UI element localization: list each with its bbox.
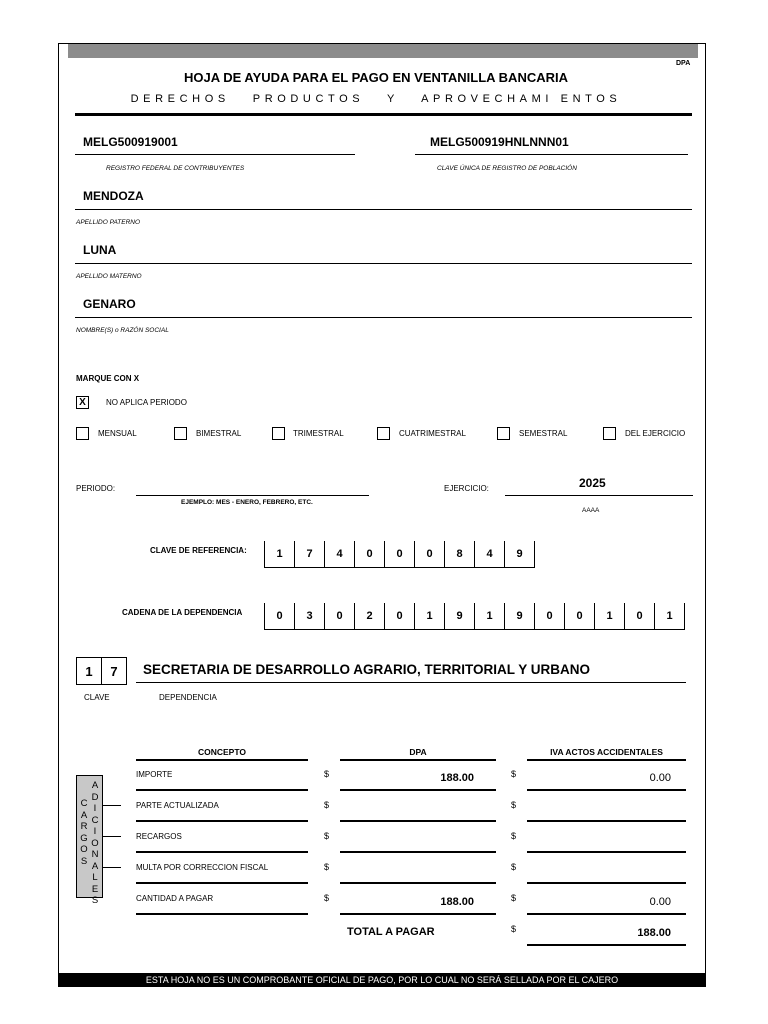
cadena-cells bbox=[264, 603, 685, 630]
nombre-line bbox=[75, 317, 692, 318]
currency-sign: $ bbox=[324, 893, 330, 903]
ejercicio-label: EJERCICIO: bbox=[444, 484, 489, 493]
row-rule bbox=[136, 882, 308, 884]
cadena-digit: 0 bbox=[384, 603, 414, 629]
periodo-line[interactable] bbox=[136, 495, 369, 496]
clave-digit: 4 bbox=[474, 541, 504, 567]
title-divider bbox=[75, 113, 692, 116]
mensual-checkbox[interactable] bbox=[76, 427, 89, 440]
cadena-digit: 0 bbox=[264, 603, 294, 629]
trimestral-label: TRIMESTRAL bbox=[293, 429, 344, 438]
clave-digit: 9 bbox=[504, 541, 534, 567]
currency-sign: $ bbox=[511, 800, 517, 810]
cuatrimestral-checkbox[interactable] bbox=[377, 427, 390, 440]
curp-line bbox=[415, 154, 688, 155]
clave-digit: 0 bbox=[414, 541, 444, 567]
cadena-digit: 1 bbox=[594, 603, 624, 629]
row-rule bbox=[136, 851, 308, 853]
row-rule bbox=[340, 789, 496, 791]
importe-dpa: 188.00 bbox=[440, 772, 474, 784]
cadena-label: CADENA DE LA DEPENDENCIA bbox=[122, 608, 243, 617]
dependencia-caption: DEPENDENCIA bbox=[159, 693, 217, 702]
cadena-digit: 0 bbox=[624, 603, 654, 629]
cadena-digit: 0 bbox=[564, 603, 594, 629]
semestral-label: SEMESTRAL bbox=[519, 429, 568, 438]
iva-header-rule bbox=[527, 759, 686, 761]
footer-notice: ESTA HOJA NO ES UN COMPROBANTE OFICIAL DE PAGO, POR LO CUAL NO SERÁ SELLADA POR EL CAJERO bbox=[58, 973, 706, 987]
clave-digit: 0 bbox=[354, 541, 384, 567]
no-aplica-label: NO APLICA PERIODO bbox=[106, 398, 187, 407]
dpa-header: DPA bbox=[409, 747, 427, 757]
apellido-paterno-label: APELLIDO PATERNO bbox=[76, 219, 141, 226]
row-rule bbox=[340, 882, 496, 884]
clave-digit: 7 bbox=[294, 541, 324, 567]
corner-tag: DPA bbox=[676, 60, 691, 67]
periodo-hint: EJEMPLO: MES - ENERO, FEBRERO, ETC. bbox=[181, 499, 313, 506]
cadena-digit: 1 bbox=[474, 603, 504, 629]
clave-caption: CLAVE bbox=[84, 693, 110, 702]
total-rule bbox=[527, 944, 686, 946]
row-label-recargos: RECARGOS bbox=[136, 832, 182, 841]
dependencia-clave-digit: 7 bbox=[101, 658, 126, 684]
currency-sign: $ bbox=[324, 800, 330, 810]
cadena-digit: 9 bbox=[504, 603, 534, 629]
dependencia-line bbox=[136, 682, 686, 683]
apellido-materno-value: LUNA bbox=[83, 243, 117, 257]
ejercicio-value: 2025 bbox=[579, 476, 606, 490]
row-label-importe: IMPORTE bbox=[136, 770, 173, 779]
cargos-vertical-text: C A R G O S bbox=[80, 798, 88, 867]
apellido-materno-label: APELLIDO MATERNO bbox=[76, 273, 142, 280]
connector bbox=[103, 836, 121, 837]
dependencia-clave-digit: 1 bbox=[85, 663, 93, 679]
row-rule bbox=[340, 851, 496, 853]
row-rule bbox=[527, 820, 686, 822]
ejercicio-hint: AAAA bbox=[582, 507, 600, 514]
marque-label: MARQUE CON X bbox=[76, 374, 140, 383]
nombre-label: NOMBRE(S) o RAZÓN SOCIAL bbox=[76, 327, 169, 334]
ejercicio-line bbox=[505, 495, 693, 496]
cantidad-dpa: 188.00 bbox=[440, 896, 474, 908]
no-aplica-checkbox[interactable]: X bbox=[76, 396, 89, 409]
cadena-digit: 9 bbox=[444, 603, 474, 629]
currency-sign: $ bbox=[511, 862, 517, 872]
cadena-digit: 1 bbox=[414, 603, 444, 629]
curp-label: CLAVE ÚNICA DE REGISTRO DE POBLACIÓN bbox=[437, 165, 577, 172]
cadena-digit: 2 bbox=[354, 603, 384, 629]
currency-sign: $ bbox=[324, 831, 330, 841]
row-rule bbox=[340, 820, 496, 822]
apellido-materno-line bbox=[75, 263, 692, 264]
clave-referencia-label: CLAVE DE REFERENCIA: bbox=[150, 546, 247, 555]
curp-value: MELG500919HNLNNN01 bbox=[430, 135, 569, 149]
nombre-value: GENARO bbox=[83, 297, 136, 311]
del-ejercicio-label: DEL EJERCICIO bbox=[625, 429, 686, 438]
row-rule bbox=[527, 789, 686, 791]
form-subtitle: DERECHOS PRODUCTOS Y APROVECHAMI ENTOS bbox=[130, 93, 622, 105]
cantidad-iva: 0.00 bbox=[649, 896, 671, 908]
row-label-cantidad: CANTIDAD A PAGAR bbox=[136, 894, 214, 903]
currency-sign: $ bbox=[324, 862, 330, 872]
trimestral-checkbox[interactable] bbox=[272, 427, 285, 440]
row-label-multa: MULTA POR CORRECCION FISCAL bbox=[136, 863, 269, 872]
connector bbox=[103, 805, 121, 806]
bimestral-checkbox[interactable] bbox=[174, 427, 187, 440]
row-label-parte-actualizada: PARTE ACTUALIZADA bbox=[136, 801, 219, 810]
connector bbox=[103, 867, 121, 868]
periodo-label: PERIODO: bbox=[76, 484, 116, 493]
row-rule bbox=[527, 913, 686, 915]
concepto-header-rule bbox=[136, 759, 308, 761]
row-rule bbox=[340, 913, 496, 915]
row-rule bbox=[527, 851, 686, 853]
dependencia-clave-box bbox=[76, 657, 127, 685]
currency-sign: $ bbox=[511, 769, 517, 779]
currency-sign: $ bbox=[511, 831, 517, 841]
mensual-label: MENSUAL bbox=[98, 429, 137, 438]
concepto-header: CONCEPTO bbox=[197, 747, 247, 757]
currency-sign: $ bbox=[324, 769, 330, 779]
bimestral-label: BIMESTRAL bbox=[196, 429, 242, 438]
currency-sign: $ bbox=[511, 893, 517, 903]
adicionales-vertical-text: A D I C I O N A L E S bbox=[91, 780, 99, 906]
iva-header: IVA ACTOS ACCIDENTALES bbox=[550, 747, 663, 757]
cadena-digit: 1 bbox=[654, 603, 684, 629]
row-rule bbox=[136, 820, 308, 822]
apellido-paterno-line bbox=[75, 209, 692, 210]
cadena-digit: 3 bbox=[294, 603, 324, 629]
cuatrimestral-label: CUATRIMESTRAL bbox=[399, 429, 466, 438]
total-value: 188.00 bbox=[637, 927, 671, 939]
form-frame bbox=[58, 43, 706, 984]
dpa-header-rule bbox=[340, 759, 496, 761]
form-title: HOJA DE AYUDA PARA EL PAGO EN VENTANILLA BANCARIA bbox=[183, 70, 568, 85]
clave-digit: 1 bbox=[264, 541, 294, 567]
row-rule bbox=[136, 913, 308, 915]
header-bar bbox=[68, 44, 698, 58]
currency-sign: $ bbox=[511, 924, 517, 934]
importe-iva: 0.00 bbox=[649, 772, 671, 784]
clave-digit: 0 bbox=[384, 541, 414, 567]
del-ejercicio-checkbox[interactable] bbox=[603, 427, 616, 440]
clave-digit: 4 bbox=[324, 541, 354, 567]
rfc-line bbox=[75, 154, 355, 155]
cargos-adicionales-box bbox=[76, 775, 103, 906]
rfc-value: MELG500919001 bbox=[83, 135, 178, 149]
total-label: TOTAL A PAGAR bbox=[347, 926, 435, 938]
rfc-label: REGISTRO FEDERAL DE CONTRIBUYENTES bbox=[106, 165, 245, 172]
row-rule bbox=[527, 882, 686, 884]
cadena-digit: 0 bbox=[324, 603, 354, 629]
apellido-paterno-value: MENDOZA bbox=[83, 189, 144, 203]
clave-digit: 8 bbox=[444, 541, 474, 567]
clave-referencia-cells bbox=[264, 541, 535, 568]
row-rule bbox=[136, 789, 308, 791]
cadena-digit: 0 bbox=[534, 603, 564, 629]
dependencia-name: SECRETARIA DE DESARROLLO AGRARIO, TERRITORIAL Y URBANO bbox=[143, 662, 591, 677]
semestral-checkbox[interactable] bbox=[497, 427, 510, 440]
